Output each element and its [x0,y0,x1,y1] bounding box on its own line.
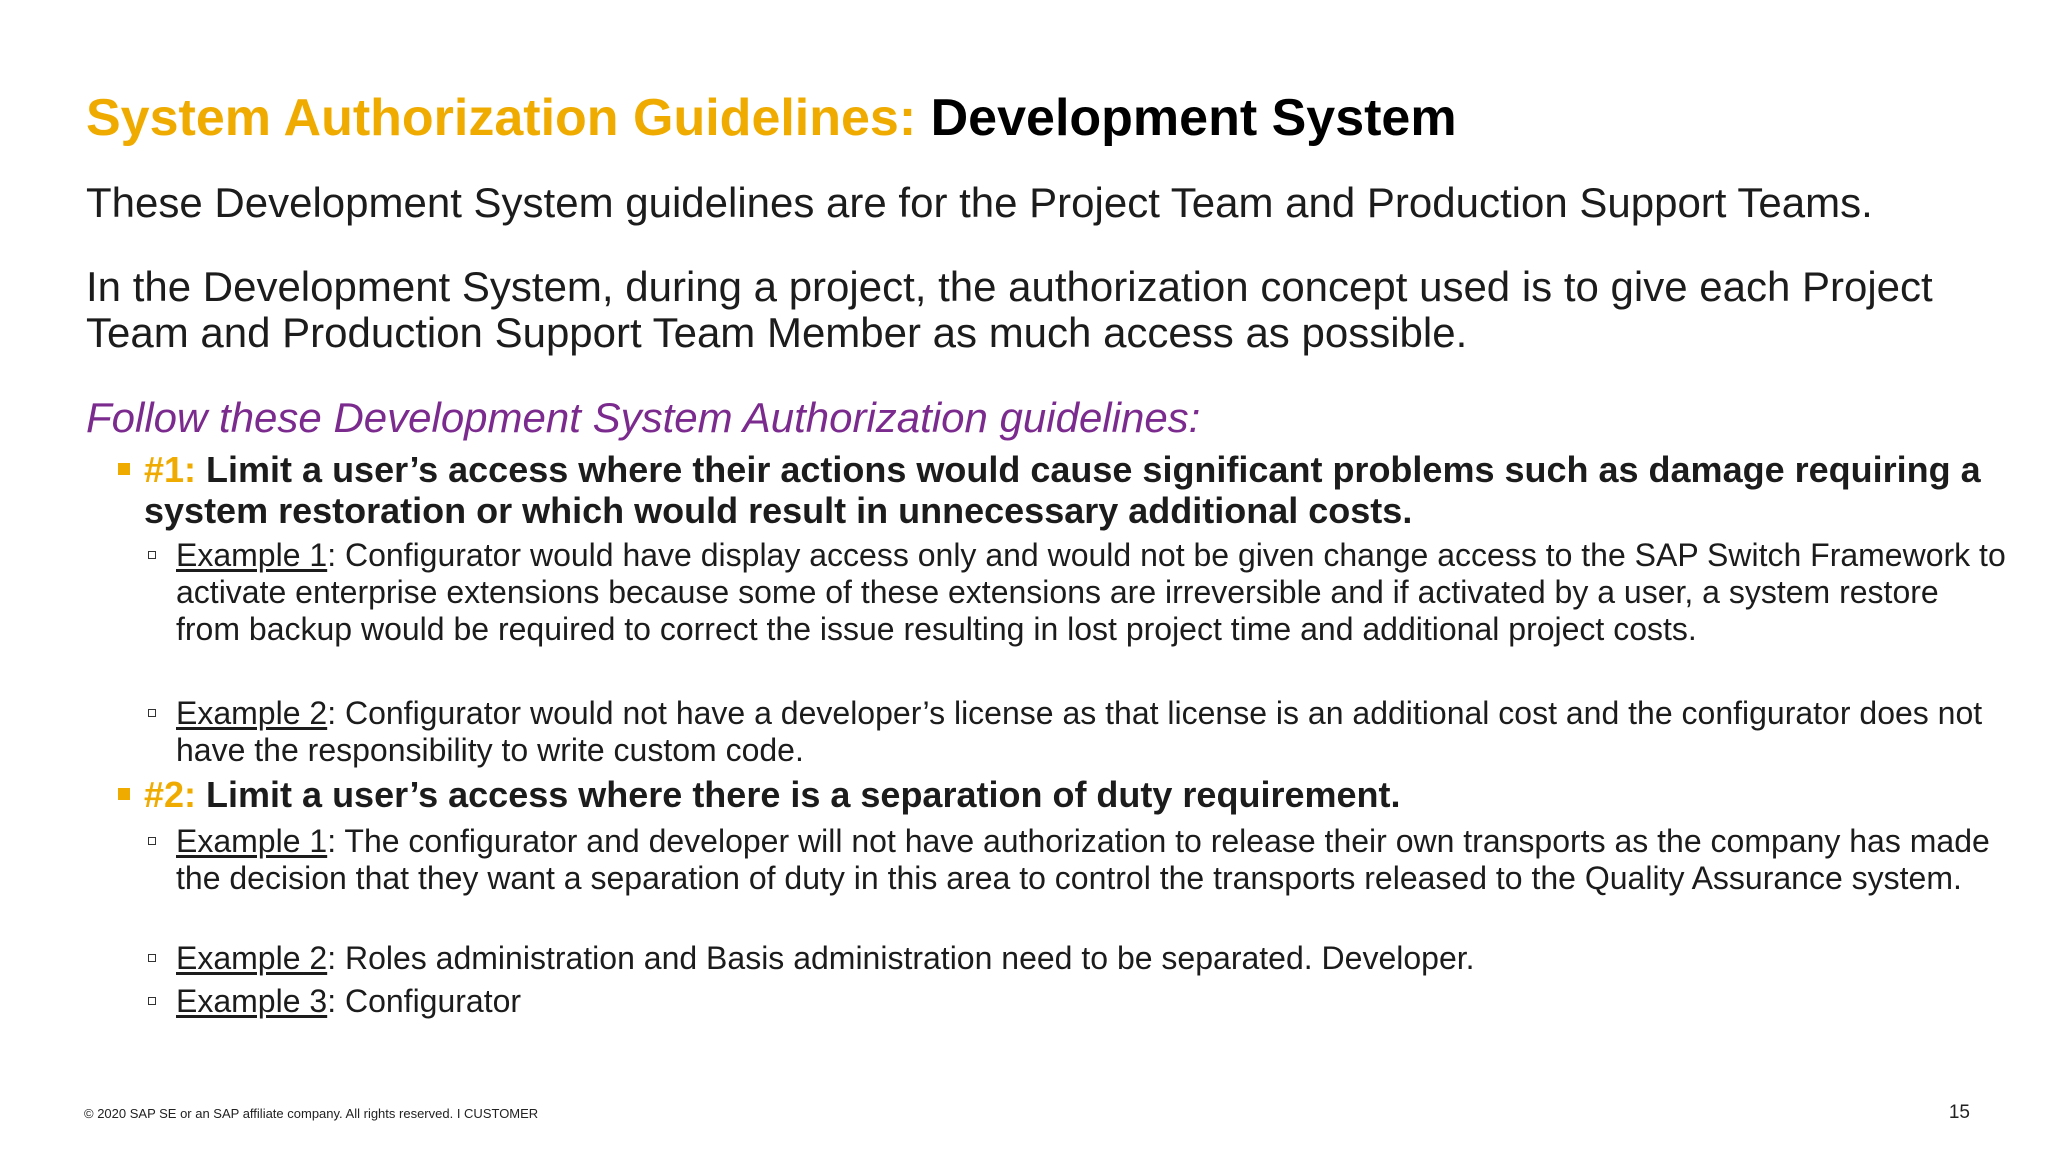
slide-title [86,88,1457,148]
title-prefix: System Authorization Guidelines: [86,89,917,147]
example-text: : Roles administration and Basis administration need to be separated. Developer. [327,940,1475,976]
footer-copyright: © 2020 SAP SE or an SAP affiliate company. All rights reserved. I CUSTOMER [84,1106,539,1121]
bullet-square-icon [118,788,130,800]
guideline-separator: : [184,449,197,490]
bullet-hollow-square-icon [148,954,156,962]
example-text: : Configurator would not have a developer’s license as that license is an additional cost and the configurator does not have the responsibility to write custom code. [176,695,1983,768]
guideline-separator: : [184,774,197,815]
example-label: Example 3 [176,983,328,1019]
guideline-number: #1 [144,449,185,490]
example-label: Example 2 [176,940,328,976]
example-label: Example 2 [176,695,328,731]
guideline-text: Limit a user’s access where their actions would cause significant problems such as damage requiring a system restoration or which would result in unnecessary additional costs. [144,449,1981,531]
concept-paragraph: In the Development System, during a project, the authorization concept used is to give each Project Team and Production Support Team Member as much access as possible. [86,263,1933,356]
bullet-hollow-square-icon [148,709,156,717]
guideline-text: Limit a user’s access where there is a separation of duty requirement. [196,774,1401,815]
title-main: Development System [930,89,1457,147]
example-text: : The configurator and developer will not have authorization to release their own transports as the company has made the decision that they want a separation of duty in this area to control the transports released to the Quality Assurance system. [176,823,1990,896]
guideline-2-example-3 [148,983,2006,1020]
guideline-2-example-2 [148,940,2006,977]
guidelines-lead: Follow these Development System Authorization guidelines: [86,394,1201,441]
guideline-1-example-2 [148,695,2006,769]
example-text: : Configurator would have display access only and would not be given change access to the SAP Switch Framework to activate enterprise extensions because some of these extensions are irreversible and if activated by a user, a system restore from backup would be required to correct the issue resulting in lost project time and additional project costs. [176,537,2006,647]
guideline-2 [118,774,2004,815]
bullet-hollow-square-icon [148,837,156,845]
bullet-hollow-square-icon [148,997,156,1005]
example-label: Example 1 [176,823,328,859]
page-number: 15 [1948,1102,1970,1123]
bullet-square-icon [118,463,130,475]
example-text: : Configurator [327,983,522,1019]
bullet-hollow-square-icon [148,551,156,559]
example-label: Example 1 [176,537,328,573]
guideline-1 [118,449,2004,531]
guideline-2-example-1 [148,823,2006,897]
guideline-number: #2 [144,774,185,815]
intro-paragraph: These Development System guidelines are for the Project Team and Production Support Teams. [86,179,1873,226]
guideline-1-example-1 [148,537,2006,648]
